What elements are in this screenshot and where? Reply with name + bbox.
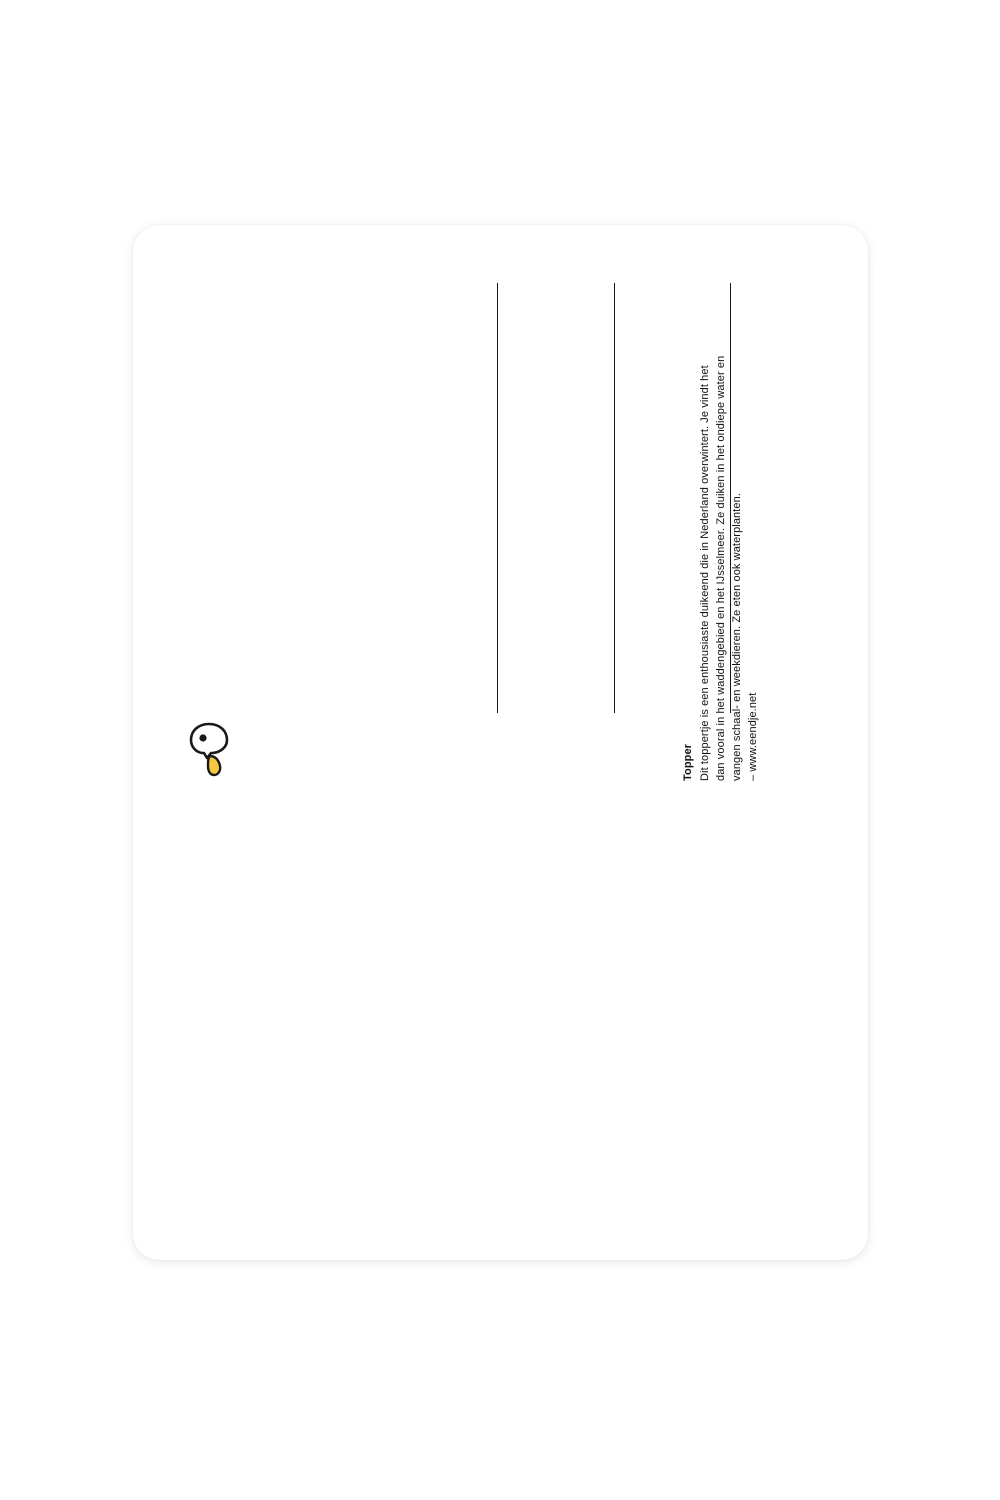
postcard [133, 225, 868, 1260]
duck-head-icon [185, 720, 237, 780]
address-line-2 [614, 283, 615, 713]
caption-body: Dit toppertje is een enthousiaste duikeend die in Nederland overwintert. Je vindt het dan vooral in het waddengebied en het IJsselmeer. Ze duiken in het ondiepe water en vangen schaal- en weekdieren. Ze eten ook waterplanten. [698, 355, 743, 781]
caption-title: Topper [682, 743, 694, 781]
caption-block [681, 351, 761, 781]
address-line-1 [497, 283, 498, 713]
caption-credit: – www.eendje.net [746, 692, 759, 781]
